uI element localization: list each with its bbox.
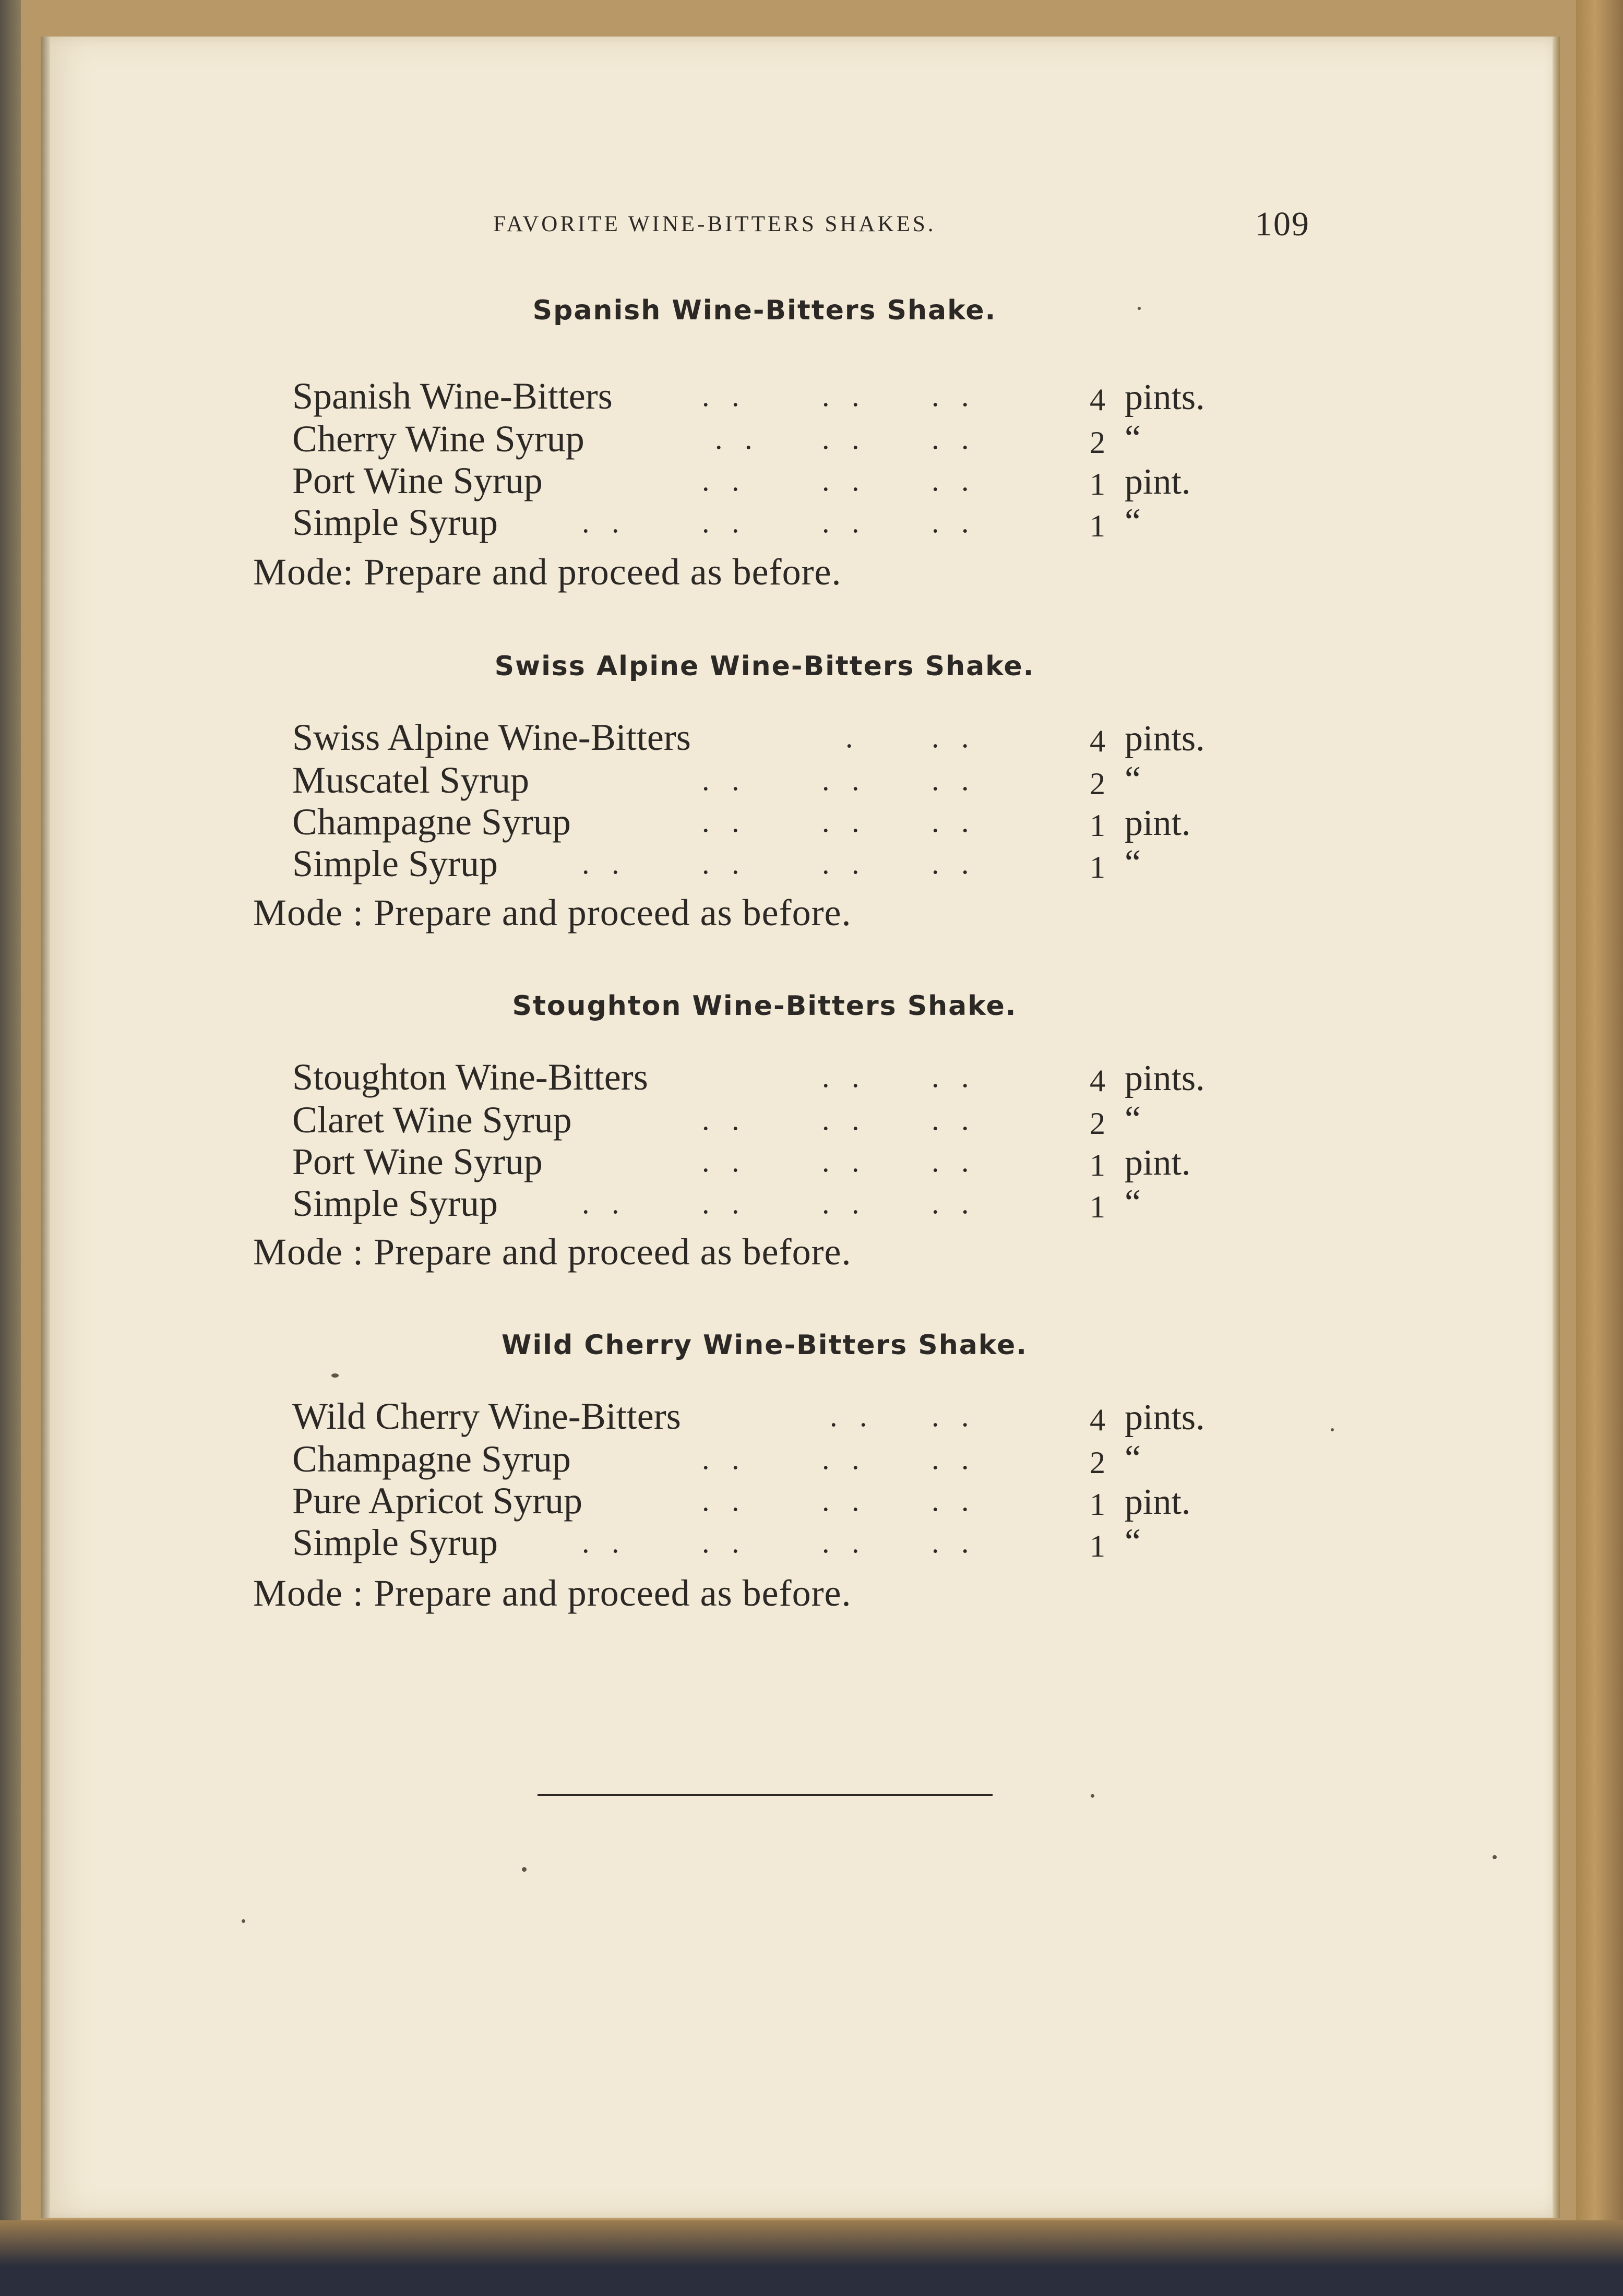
running-head: FAVORITE WINE-BITTERS SHAKES. — [493, 212, 936, 236]
ingredient-unit: pint. — [1125, 462, 1191, 502]
ingredient-name: Simple Syrup — [292, 501, 498, 543]
leader-dots: . . — [822, 1442, 867, 1476]
page-right-edge — [1553, 37, 1560, 2218]
ingredient-name: Pure Apricot Syrup — [292, 1480, 582, 1522]
ingredient-qty: 4 — [1090, 1403, 1105, 1437]
leader-dots: . . — [702, 763, 747, 797]
paper-speck — [1138, 307, 1141, 310]
paper-speck — [242, 1919, 245, 1923]
leader-dots: . . — [702, 805, 747, 839]
leader-dots: . . — [702, 1186, 747, 1220]
leader-dots: . . — [932, 1399, 976, 1433]
recipe-mode: Mode : Prepare and proceed as before. — [253, 1572, 852, 1614]
leader-dots: . . — [830, 1399, 875, 1433]
ingredient-unit: pints. — [1125, 1058, 1205, 1098]
leader-dots: . . — [582, 1525, 627, 1559]
paper-speck — [1331, 1428, 1334, 1431]
leader-dots: . . — [932, 1186, 976, 1220]
leader-dots: . . — [822, 846, 867, 880]
leader-dots: . . — [822, 463, 867, 497]
leader-dots: . . — [582, 505, 627, 539]
ingredient-name: Simple Syrup — [292, 1522, 498, 1563]
ingredient-unit: “ — [1125, 501, 1141, 542]
ingredient-unit: “ — [1125, 843, 1141, 883]
paper-speck — [331, 1373, 339, 1378]
ingredient-name: Swiss Alpine Wine-Bitters — [292, 716, 691, 758]
ingredient-qty: 1 — [1090, 1148, 1105, 1182]
ingredient-unit: “ — [1125, 1438, 1141, 1478]
paper-speck — [1493, 1855, 1497, 1859]
ingredient-qty: 2 — [1090, 1445, 1105, 1480]
ingredient-unit: “ — [1125, 418, 1141, 458]
ingredient-name: Muscatel Syrup — [292, 759, 529, 801]
book-cover-right-edge — [1576, 0, 1623, 2239]
ingredient-name: Wild Cherry Wine-Bitters — [292, 1395, 681, 1437]
leader-dots: . . — [582, 846, 627, 880]
leader-dots: . . — [822, 1144, 867, 1178]
leader-dots: . . — [715, 422, 760, 456]
leader-dots: . . — [822, 763, 867, 797]
ingredient-name: Cherry Wine Syrup — [292, 418, 584, 460]
recipe-title: Spanish Wine-Bitters Shake. — [532, 295, 997, 326]
recipe-mode: Mode : Prepare and proceed as before. — [253, 1231, 852, 1273]
leader-dots: . . — [822, 1060, 867, 1094]
book-spine-edge — [0, 0, 21, 2244]
leader-dots: . . — [822, 505, 867, 539]
leader-dots: . . — [702, 846, 747, 880]
ingredient-unit: pints. — [1125, 719, 1205, 759]
leader-dots: . . — [822, 1103, 867, 1137]
book-cover-bottom-edge — [0, 2220, 1623, 2296]
leader-dots: . . — [702, 1103, 747, 1137]
ingredient-unit: “ — [1125, 759, 1141, 799]
ingredient-qty: 4 — [1090, 1063, 1105, 1098]
leader-dots: . . — [822, 805, 867, 839]
leader-dots: . . — [822, 379, 867, 413]
ingredient-qty: 1 — [1090, 467, 1105, 501]
leader-dots: . . — [702, 1525, 747, 1559]
ingredient-name: Simple Syrup — [292, 1182, 498, 1224]
ingredient-name: Port Wine Syrup — [292, 460, 543, 501]
ingredient-unit: “ — [1125, 1182, 1141, 1223]
leader-dots: . . — [822, 1186, 867, 1220]
ingredient-qty: 2 — [1090, 1106, 1105, 1141]
ingredient-name: Stoughton Wine-Bitters — [292, 1056, 648, 1098]
ingredient-unit: pints. — [1125, 1397, 1205, 1438]
ingredient-qty: 4 — [1090, 724, 1105, 758]
leader-dots: . . — [932, 1060, 976, 1094]
ingredient-name: Champagne Syrup — [292, 801, 571, 843]
leader-dots: . . — [932, 422, 976, 456]
ingredient-name: Port Wine Syrup — [292, 1141, 543, 1182]
leader-dots: . . — [822, 1484, 867, 1517]
leader-dots: . . — [932, 805, 976, 839]
ingredient-unit: pint. — [1125, 1482, 1191, 1522]
leader-dots: . . — [932, 1442, 976, 1476]
page-gutter — [41, 37, 50, 2218]
leader-dots: . . — [932, 846, 976, 880]
leader-dots: . . — [932, 1103, 976, 1137]
recipe-mode: Mode: Prepare and proceed as before. — [253, 551, 842, 593]
ingredient-qty: 2 — [1090, 425, 1105, 460]
ingredient-unit: pint. — [1125, 803, 1191, 843]
closing-rule — [538, 1794, 993, 1796]
paper-page — [41, 37, 1559, 2218]
leader-dots: . . — [822, 1525, 867, 1559]
ingredient-qty: 1 — [1090, 1529, 1105, 1563]
leader-dots: . . — [932, 1525, 976, 1559]
ingredient-qty: 2 — [1090, 767, 1105, 801]
leader-dots: . . — [932, 463, 976, 497]
paper-speck — [522, 1867, 527, 1872]
ingredient-qty: 1 — [1090, 1487, 1105, 1522]
recipe-mode: Mode : Prepare and proceed as before. — [253, 892, 852, 934]
ingredient-name: Spanish Wine-Bitters — [292, 375, 613, 417]
recipe-title: Stoughton Wine-Bitters Shake. — [512, 990, 1017, 1022]
leader-dots: . . — [932, 1484, 976, 1517]
ingredient-unit: “ — [1125, 1522, 1141, 1562]
leader-dots: . . — [702, 463, 747, 497]
recipe-title: Swiss Alpine Wine-Bitters Shake. — [494, 651, 1035, 682]
leader-dots: . . — [822, 422, 867, 456]
leader-dots: . — [845, 720, 861, 754]
leader-dots: . . — [932, 379, 976, 413]
ingredient-qty: 1 — [1090, 850, 1105, 884]
leader-dots: . . — [932, 763, 976, 797]
ingredient-name: Claret Wine Syrup — [292, 1099, 572, 1141]
ingredient-unit: “ — [1125, 1099, 1141, 1139]
leader-dots: . . — [702, 1484, 747, 1517]
leader-dots: . . — [702, 1442, 747, 1476]
page-number: 109 — [1255, 205, 1310, 243]
ingredient-qty: 1 — [1090, 509, 1105, 543]
leader-dots: . . — [582, 1186, 627, 1220]
recipe-title: Wild Cherry Wine-Bitters Shake. — [501, 1330, 1028, 1361]
leader-dots: . . — [702, 505, 747, 539]
leader-dots: . . — [932, 505, 976, 539]
ingredient-unit: pint. — [1125, 1143, 1191, 1183]
leader-dots: . . — [932, 1144, 976, 1178]
leader-dots: . . — [702, 379, 747, 413]
paper-speck — [1091, 1794, 1094, 1798]
leader-dots: . . — [932, 720, 976, 754]
ingredient-name: Champagne Syrup — [292, 1438, 571, 1480]
leader-dots: . . — [702, 1144, 747, 1178]
ingredient-unit: pints. — [1125, 377, 1205, 417]
ingredient-qty: 4 — [1090, 382, 1105, 417]
ingredient-qty: 1 — [1090, 808, 1105, 843]
ingredient-qty: 1 — [1090, 1190, 1105, 1224]
ingredient-name: Simple Syrup — [292, 843, 498, 884]
